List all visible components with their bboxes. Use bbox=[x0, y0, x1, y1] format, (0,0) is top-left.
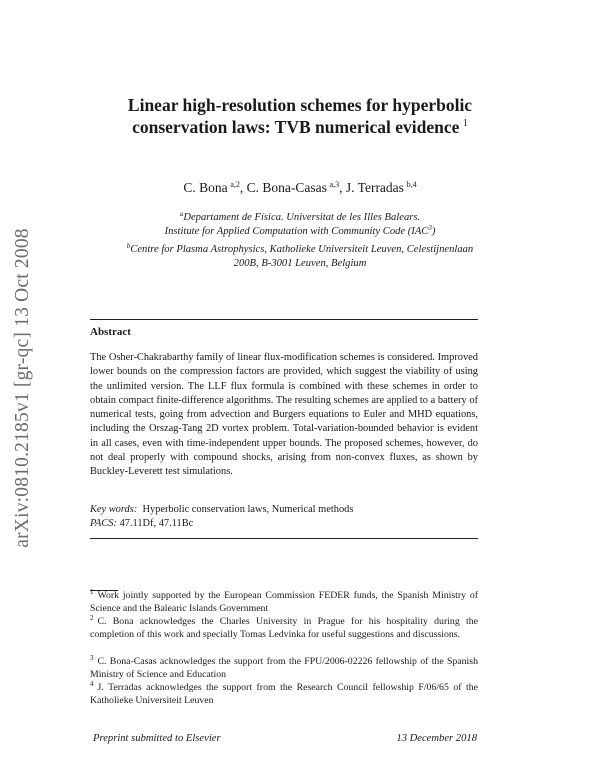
author-marks: b,4 bbox=[406, 180, 417, 189]
abstract-heading: Abstract bbox=[90, 326, 131, 338]
affiliation-line: Departament de Física. Universitat de les Illes Balears. bbox=[183, 212, 421, 223]
paper-title bbox=[80, 94, 520, 138]
title-line-1: Linear high-resolution schemes for hyperbolic bbox=[127, 95, 473, 115]
abstract-top-rule bbox=[90, 319, 478, 320]
arxiv-stamp-text: arXiv:0810.2185v1 [gr-qc] 13 Oct 2008 bbox=[12, 228, 33, 548]
preprint-note: Preprint submitted to Elsevier bbox=[93, 733, 221, 744]
footnote-text: J. Terradas acknowledges the support from the Research Council fellowship F/06/65 of the Katholieke Universiteit Leuven bbox=[90, 682, 478, 707]
footnote-text: C. Bona-Casas acknowledges the support from the FPU/2006-02226 fellowship of the Spanish Ministry of Science and Education bbox=[90, 656, 478, 681]
author-separator: , bbox=[339, 180, 346, 195]
footnote-mark: 3 bbox=[90, 654, 94, 662]
affiliation-line: Institute for Applied Computation with Community Code (IAC bbox=[164, 226, 429, 237]
author-marks: a,3 bbox=[329, 180, 340, 189]
footnote-1 bbox=[90, 589, 478, 616]
keywords bbox=[90, 503, 478, 517]
preprint-date: 13 December 2018 bbox=[396, 733, 477, 744]
abstract-text: The Osher-Chakrabarthy family of linear flux-modification schemes is considered. Improved lower bounds on the compression factors are provided, which suggest the viability of using the unlimited version. The LLF flux formula is combined with these schemes in order to obtain compact finite-difference algorithms. The resulting schemes are applied to a battery of numerical tests, going from advection and Burgers equations to Euler and MHD equations, including the Orszag-Tang 2D vortex problem. Total-variation-bounded behavior is evident in all cases, even with time-independent upper bounds. The proposed schemes, however, do not deal properly with compound shocks, arising from non-convex fluxes, as shown by Buckley-Leverett test simulations. bbox=[90, 352, 478, 478]
footnote-3 bbox=[90, 655, 478, 682]
author-name: C. Bona-Casas bbox=[246, 180, 327, 195]
footnote-mark: 2 bbox=[90, 614, 94, 622]
abstract-bottom-rule bbox=[90, 538, 478, 539]
title-footnote-mark: 1 bbox=[462, 118, 468, 129]
affiliation-a bbox=[88, 211, 512, 239]
footnote-2 bbox=[90, 615, 478, 642]
author-separator: , bbox=[239, 180, 247, 195]
arxiv-stamp bbox=[8, 198, 38, 578]
footnote-text: C. Bona acknowledges the Charles University in Prague for his hospitality during the completion of this work and specially Tomas Ledvinka for useful suggestions and discussions. bbox=[90, 616, 478, 641]
footnote-text: Work jointly supported by the European Commission FEDER funds, the Spanish Ministry of Science and the Balearic Islands Government bbox=[90, 590, 478, 615]
keywords-value: Hyperbolic conservation laws, Numerical methods bbox=[142, 504, 354, 515]
author-list bbox=[80, 180, 520, 196]
footnote-mark: 1 bbox=[90, 588, 94, 596]
affiliation-mark: a bbox=[179, 210, 184, 218]
affiliation-mark: b bbox=[126, 242, 131, 250]
pacs bbox=[90, 517, 478, 531]
author-name: J. Terradas bbox=[345, 180, 404, 195]
author-marks: a,2 bbox=[230, 180, 240, 189]
affiliation-close: ) bbox=[431, 226, 436, 237]
affiliation-b bbox=[88, 243, 512, 271]
pacs-label: PACS: bbox=[90, 518, 117, 529]
affiliation-line: 200B, B-3001 Leuven, Belgium bbox=[233, 258, 367, 269]
author-name: C. Bona bbox=[183, 180, 228, 195]
footnote-mark: 4 bbox=[90, 680, 94, 688]
footnote-4 bbox=[90, 681, 478, 708]
affiliation-line: Centre for Plasma Astrophysics, Katholieke Universiteit Leuven, Celestijnenlaan bbox=[130, 244, 474, 255]
affiliation-sup: 3 bbox=[428, 224, 432, 232]
title-line-2: conservation laws: TVB numerical evidence bbox=[132, 117, 460, 137]
keywords-label: Key words: bbox=[90, 504, 138, 515]
pacs-value: 47.11Df, 47.11Bc bbox=[119, 518, 194, 529]
